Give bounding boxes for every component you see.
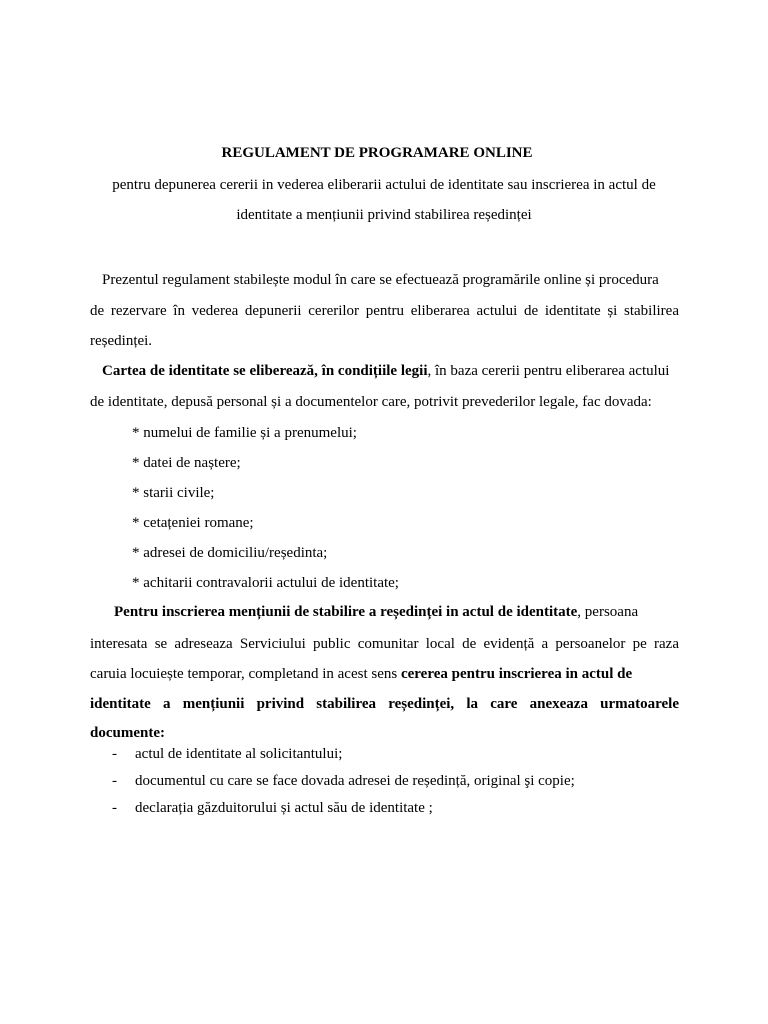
residence-line-1: [114, 602, 679, 622]
document-item-2: documentul cu care se face dovada adresei de reședință, original şi copie;: [135, 773, 575, 789]
document-subtitle-line-2: identitate a mențiunii privind stabilirea reședinței: [236, 207, 532, 223]
proof-item-1: * numelui de familie și a prenumelui;: [132, 425, 357, 441]
document-title: REGULAMENT DE PROGRAMARE ONLINE: [221, 145, 533, 161]
intro-line-3: reședinței.: [90, 333, 153, 349]
residence-line-3: [90, 664, 679, 684]
proof-item-2: * datei de naștere;: [132, 455, 241, 471]
document-item-1: actul de identitate al solicitantului;: [135, 746, 343, 762]
id-card-line-1: [102, 361, 679, 381]
residence-line-2: interesata se adreseaza Serviciului public comunitar local de evidență a persoanelor pe raza: [90, 636, 679, 652]
residence-line-4: identitate a mențiunii privind stabilirea reședinței, la care anexeaza urmatoarele: [90, 696, 679, 712]
intro-line-1: Prezentul regulament stabilește modul în care se efectuează programările online și procedura: [102, 272, 659, 288]
proof-item-6: * achitarii contravalorii actului de identitate;: [132, 575, 399, 591]
residence-line-5: documente:: [90, 725, 165, 741]
id-card-line-2: de identitate, depusă personal și a documentelor care, potrivit prevederilor legale, fac dovada:: [90, 394, 652, 410]
document-item-3: declarația găzduitorului și actul său de identitate ;: [135, 800, 433, 816]
proof-item-3: * starii civile;: [132, 485, 215, 501]
document-item-1-bullet: -: [112, 746, 117, 762]
intro-line-2: de rezervare în vederea depunerii cererilor pentru eliberarea actului de identitate și stabilirea: [90, 303, 679, 319]
residence-bold-lead: Pentru inscrierea mențiunii de stabilire a reședinței in actul de identitate: [114, 604, 578, 620]
document-subtitle-line-1: pentru depunerea cererii in vederea eliberarii actului de identitate sau inscrierea in actul de: [112, 177, 656, 193]
residence-line-1-rest: , persoana: [577, 604, 639, 620]
residence-line-3-normal: caruia locuiește temporar, completand in acest sens: [90, 666, 401, 682]
document-item-3-bullet: -: [112, 800, 117, 816]
document-item-2-bullet: -: [112, 773, 117, 789]
residence-line-3-bold: cererea pentru inscrierea in actul de: [400, 666, 633, 682]
id-card-bold-lead: Cartea de identitate se eliberează, în condițiile legii: [102, 363, 428, 379]
proof-item-5: * adresei de domiciliu/reședinta;: [132, 545, 328, 561]
id-card-line-1-rest: , în baza cererii pentru eliberarea actului: [427, 363, 670, 379]
proof-item-4: * cetațeniei romane;: [132, 515, 254, 531]
